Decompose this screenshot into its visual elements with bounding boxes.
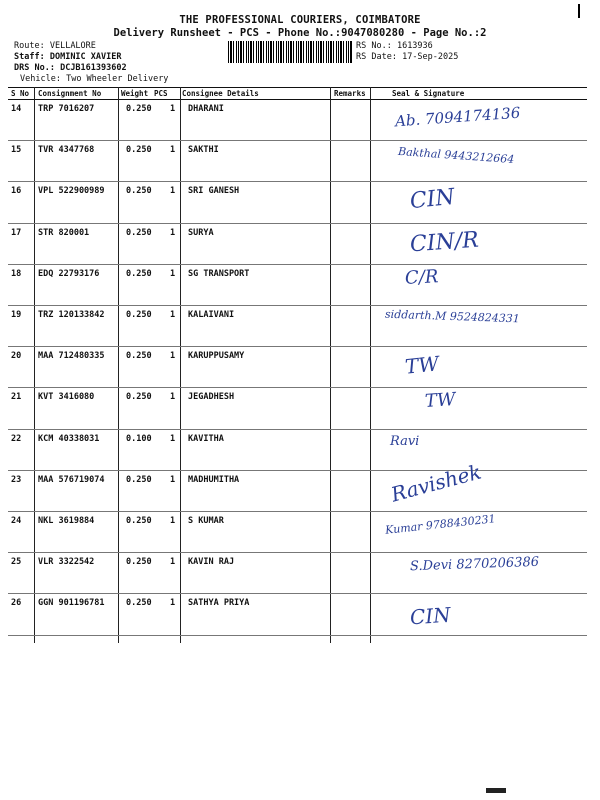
row-signature: TW xyxy=(424,389,457,413)
row-consignment: STR 820001 xyxy=(38,227,90,238)
row-consignee: S KUMAR xyxy=(188,516,224,526)
row-weight: 0.250 xyxy=(126,227,152,238)
row-consignment: TRZ 120133842 xyxy=(38,310,105,320)
rs-date-line xyxy=(356,52,458,63)
row-sno: 21 xyxy=(11,392,22,403)
row-sno: 14 xyxy=(11,104,22,114)
row-rule xyxy=(8,181,587,182)
row-consignment: NKL 3619884 xyxy=(38,516,95,526)
row-signature: Kumar 9788430231 xyxy=(384,512,497,537)
row-consignee: KAVIN RAJ xyxy=(188,557,235,568)
row-signature: CIN xyxy=(408,185,456,215)
row-sno: 25 xyxy=(11,557,22,568)
row-consignee: SG TRANSPORT xyxy=(188,268,250,279)
row-weight: 0.250 xyxy=(126,392,152,403)
row-rule xyxy=(8,305,587,306)
barcode xyxy=(228,41,352,63)
row-consignment: VPL 522900989 xyxy=(38,186,105,197)
col-pcs: PCS xyxy=(154,89,168,98)
row-signature: TW xyxy=(403,351,441,379)
col-divider xyxy=(118,87,119,643)
col-divider xyxy=(370,87,371,643)
row-consignee: SRI GANESH xyxy=(188,186,240,197)
row-sno: 19 xyxy=(11,310,22,320)
col-remarks: Remarks xyxy=(334,89,366,98)
row-consignee: JEGADHESH xyxy=(188,392,235,403)
row-consignment: TVR 4347768 xyxy=(38,145,95,156)
row-consignment: GGN 901196781 xyxy=(38,598,105,609)
row-weight: 0.250 xyxy=(126,145,152,156)
row-rule xyxy=(8,593,587,594)
row-weight: 0.250 xyxy=(126,310,152,320)
row-pcs: 1 xyxy=(170,145,176,156)
vehicle-line xyxy=(20,74,168,85)
row-consignment: KVT 3416080 xyxy=(38,392,95,403)
row-sno: 20 xyxy=(11,351,22,362)
row-sno: 22 xyxy=(11,433,22,444)
staff-label: Staff: xyxy=(14,52,45,62)
footer-mark xyxy=(486,788,506,793)
row-consignee: SAKTHI xyxy=(188,145,219,156)
row-weight: 0.250 xyxy=(126,186,152,197)
row-sno: 18 xyxy=(11,268,22,279)
row-pcs: 1 xyxy=(170,268,176,279)
vehicle-label: Vehicle: xyxy=(20,74,61,84)
row-rule xyxy=(8,429,587,430)
row-pcs: 1 xyxy=(170,392,176,403)
row-consignee: KAVITHA xyxy=(188,433,224,444)
row-weight: 0.250 xyxy=(126,268,152,279)
row-consignee: MADHUMITHA xyxy=(188,474,240,485)
col-divider xyxy=(34,87,35,643)
row-consignment: TRP 7016207 xyxy=(38,104,95,114)
row-consignee: SURYA xyxy=(188,227,214,238)
row-rule xyxy=(8,635,587,636)
row-signature: S.Devi 8270206386 xyxy=(409,554,540,575)
drs-line xyxy=(14,63,127,74)
table-top-rule xyxy=(8,87,587,88)
row-rule xyxy=(8,223,587,224)
route-value: VELLALORE xyxy=(49,41,96,51)
row-sno: 15 xyxy=(11,145,22,156)
route-label: Route: xyxy=(14,41,45,51)
row-pcs: 1 xyxy=(170,227,176,238)
row-signature: Ravi xyxy=(390,433,420,449)
row-consignee: KARUPPUSAMY xyxy=(188,351,245,362)
row-rule xyxy=(8,511,587,512)
row-consignment: MAA 712480335 xyxy=(38,351,105,362)
row-weight: 0.100 xyxy=(126,433,152,444)
row-weight: 0.250 xyxy=(126,557,152,568)
row-signature: Bakthal 9443212664 xyxy=(397,145,515,167)
route-line xyxy=(14,41,96,52)
vehicle-value: Two Wheeler Delivery xyxy=(66,74,169,84)
row-consignment: MAA 576719074 xyxy=(38,474,105,485)
rs-no-label: RS No.: xyxy=(356,41,392,51)
row-consignment: KCM 40338031 xyxy=(38,433,100,444)
row-pcs: 1 xyxy=(170,598,176,609)
row-sno: 26 xyxy=(11,598,22,609)
row-consignee: SATHYA PRIYA xyxy=(188,598,250,609)
row-rule xyxy=(8,264,587,265)
col-sno: S No xyxy=(11,89,30,98)
staff-value: DOMINIC XAVIER xyxy=(49,52,122,62)
staff-line xyxy=(14,52,122,63)
row-sno: 23 xyxy=(11,474,22,485)
row-signature: Ravishek xyxy=(388,459,484,507)
col-consignment: Consignment No xyxy=(38,89,102,98)
col-weight: Weight xyxy=(121,89,149,98)
row-rule xyxy=(8,387,587,388)
row-weight: 0.250 xyxy=(126,598,152,609)
row-pcs: 1 xyxy=(170,186,176,197)
row-consignment: VLR 3322542 xyxy=(38,557,95,568)
row-signature: CIN/R xyxy=(409,227,480,257)
company-title: THE PROFESSIONAL COURIERS, COIMBATORE xyxy=(179,14,421,26)
row-sno: 24 xyxy=(11,516,22,526)
rs-date-value: 17-Sep-2025 xyxy=(402,52,459,62)
row-pcs: 1 xyxy=(170,433,176,444)
col-divider xyxy=(330,87,331,643)
row-sno: 17 xyxy=(11,227,22,238)
row-rule xyxy=(8,552,587,553)
row-pcs: 1 xyxy=(170,557,176,568)
row-pcs: 1 xyxy=(170,310,176,320)
rs-date-label: RS Date: xyxy=(356,52,397,62)
row-rule xyxy=(8,140,587,141)
col-divider xyxy=(180,87,181,643)
row-signature: Ab. 7094174136 xyxy=(394,103,521,131)
rs-no-line xyxy=(356,41,433,52)
row-signature: siddarth.M 9524824331 xyxy=(384,307,520,326)
col-consignee: Consignee Details xyxy=(182,89,259,98)
row-pcs: 1 xyxy=(170,516,176,526)
row-consignment: EDQ 22793176 xyxy=(38,268,100,279)
drs-label: DRS No.: xyxy=(14,63,55,73)
runsheet-subtitle: Delivery Runsheet - PCS - Phone No.:9047080280 - Page No.:2 xyxy=(113,27,487,39)
row-consignee: KALAIVANI xyxy=(188,310,235,320)
row-weight: 0.250 xyxy=(126,516,152,526)
drs-value: DCJB161393602 xyxy=(60,63,127,73)
row-pcs: 1 xyxy=(170,474,176,485)
row-rule xyxy=(8,470,587,471)
row-weight: 0.250 xyxy=(126,474,152,485)
row-pcs: 1 xyxy=(170,104,176,114)
row-signature: CIN xyxy=(409,603,452,630)
row-weight: 0.250 xyxy=(126,104,152,114)
row-signature: C/R xyxy=(404,265,439,289)
row-sno: 16 xyxy=(11,186,22,197)
row-consignee: DHARANI xyxy=(188,104,224,114)
row-weight: 0.250 xyxy=(126,351,152,362)
rs-no-value: 1613936 xyxy=(396,41,433,51)
header-bottom-rule xyxy=(8,99,587,100)
row-pcs: 1 xyxy=(170,351,176,362)
col-seal: Seal & Signature xyxy=(392,89,465,98)
row-rule xyxy=(8,346,587,347)
